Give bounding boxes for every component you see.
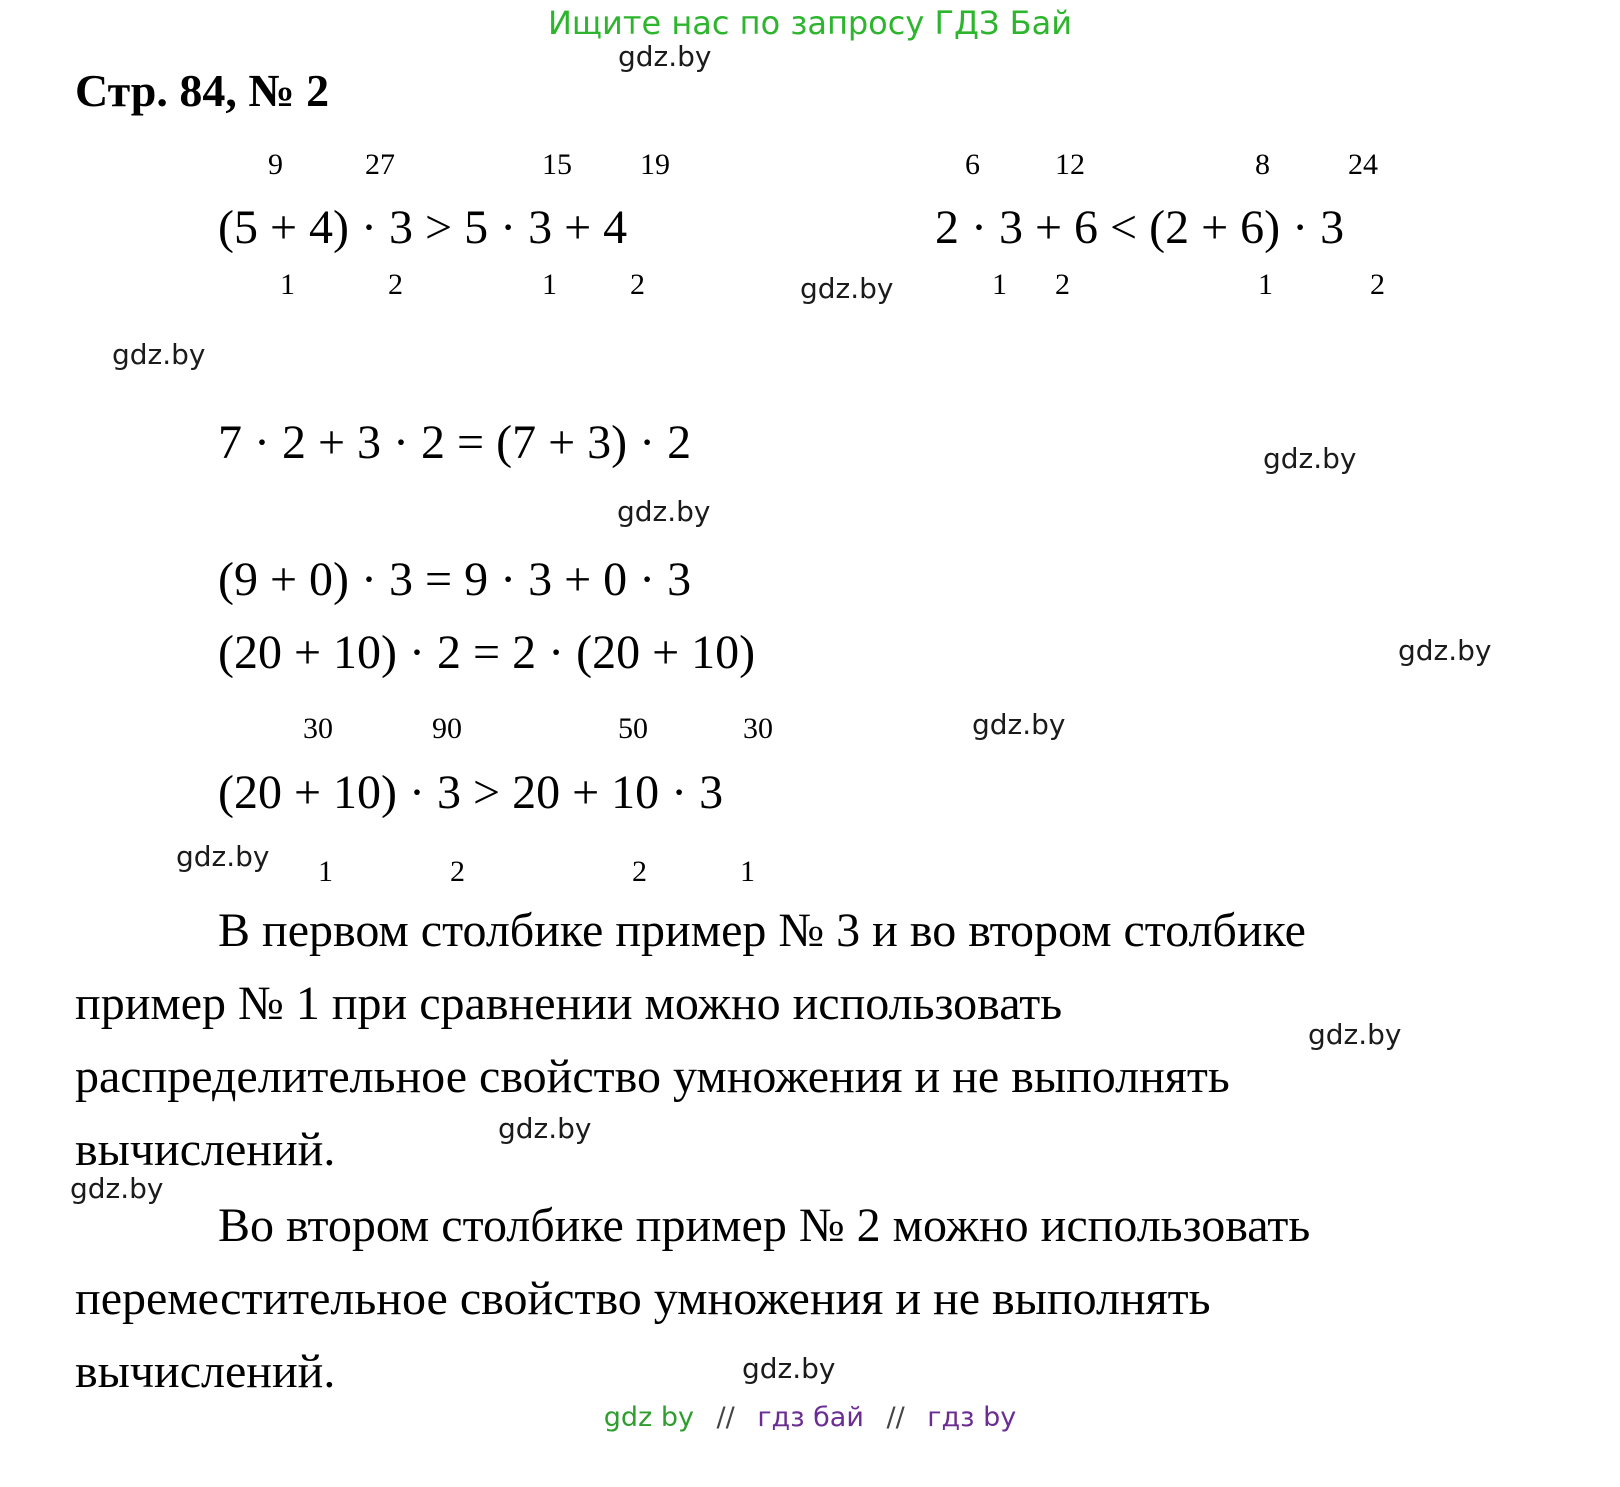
annotation: 2: [630, 268, 645, 301]
watermark: gdz.by: [70, 1172, 164, 1205]
expression-1-left: (5 + 4) · 3 > 5 · 3 + 4: [218, 201, 628, 254]
annotation: 2: [632, 855, 647, 888]
annotation: 2: [1055, 268, 1070, 301]
annotation: 30: [303, 712, 333, 745]
answer-line: переместительное свойство умножения и не выполнять: [75, 1272, 1211, 1325]
watermark: gdz.by: [176, 840, 270, 873]
footer-branding: [0, 1402, 1620, 1433]
promo-banner: Ищите нас по запросу ГДЗ Бай: [547, 4, 1073, 42]
expression-5: (20 + 10) · 3 > 20 + 10 · 3: [218, 766, 724, 819]
watermark: gdz.by: [742, 1352, 836, 1385]
annotation: 1: [1258, 268, 1273, 301]
annotation: 30: [743, 712, 773, 745]
annotation: 8: [1255, 148, 1270, 181]
answer-line: вычислений.: [75, 1123, 336, 1176]
annotation: 1: [542, 268, 557, 301]
expression-3: (9 + 0) · 3 = 9 · 3 + 0 · 3: [218, 553, 692, 606]
annotation: 50: [618, 712, 648, 745]
answer-line: Во втором столбике пример № 2 можно использовать: [218, 1199, 1311, 1252]
watermark: gdz.by: [1308, 1018, 1402, 1051]
footer-brand-gdz-bai: гдз бай: [757, 1402, 864, 1433]
answer-line: вычислений.: [75, 1345, 336, 1398]
annotation: 2: [450, 855, 465, 888]
watermark: gdz.by: [972, 708, 1066, 741]
watermark: gdz.by: [112, 338, 206, 371]
watermark: gdz.by: [617, 495, 711, 528]
watermark: gdz.by: [618, 40, 712, 73]
expression-4: (20 + 10) · 2 = 2 · (20 + 10): [218, 626, 756, 679]
annotation: 1: [992, 268, 1007, 301]
footer-separator: //: [886, 1402, 905, 1433]
annotation: 1: [280, 268, 295, 301]
annotation: 6: [965, 148, 980, 181]
annotation: 2: [388, 268, 403, 301]
watermark: gdz.by: [1263, 442, 1357, 475]
watermark: gdz.by: [800, 272, 894, 305]
annotation: 19: [640, 148, 670, 181]
annotation: 27: [365, 148, 395, 181]
expression-1-right: 2 · 3 + 6 < (2 + 6) · 3: [935, 201, 1345, 254]
watermark: gdz.by: [1398, 634, 1492, 667]
expression-2: 7 · 2 + 3 · 2 = (7 + 3) · 2: [218, 416, 692, 469]
watermark: gdz.by: [498, 1112, 592, 1145]
answer-line: распределительное свойство умножения и не выполнять: [75, 1050, 1230, 1103]
annotation: 15: [542, 148, 572, 181]
footer-brand-gdz-by2: гдз by: [927, 1402, 1017, 1433]
annotation: 1: [318, 855, 333, 888]
footer-brand-gdz-by: gdz by: [603, 1402, 694, 1433]
answer-line: В первом столбике пример № 3 и во втором столбике: [218, 904, 1306, 957]
page-title: Стр. 84, № 2: [75, 65, 330, 116]
annotation: 12: [1055, 148, 1085, 181]
footer-separator: //: [716, 1402, 735, 1433]
annotation: 1: [740, 855, 755, 888]
answer-line: пример № 1 при сравнении можно использовать: [75, 977, 1063, 1030]
annotation: 90: [432, 712, 462, 745]
annotation: 2: [1370, 268, 1385, 301]
annotation: 24: [1348, 148, 1378, 181]
annotation: 9: [268, 148, 283, 181]
